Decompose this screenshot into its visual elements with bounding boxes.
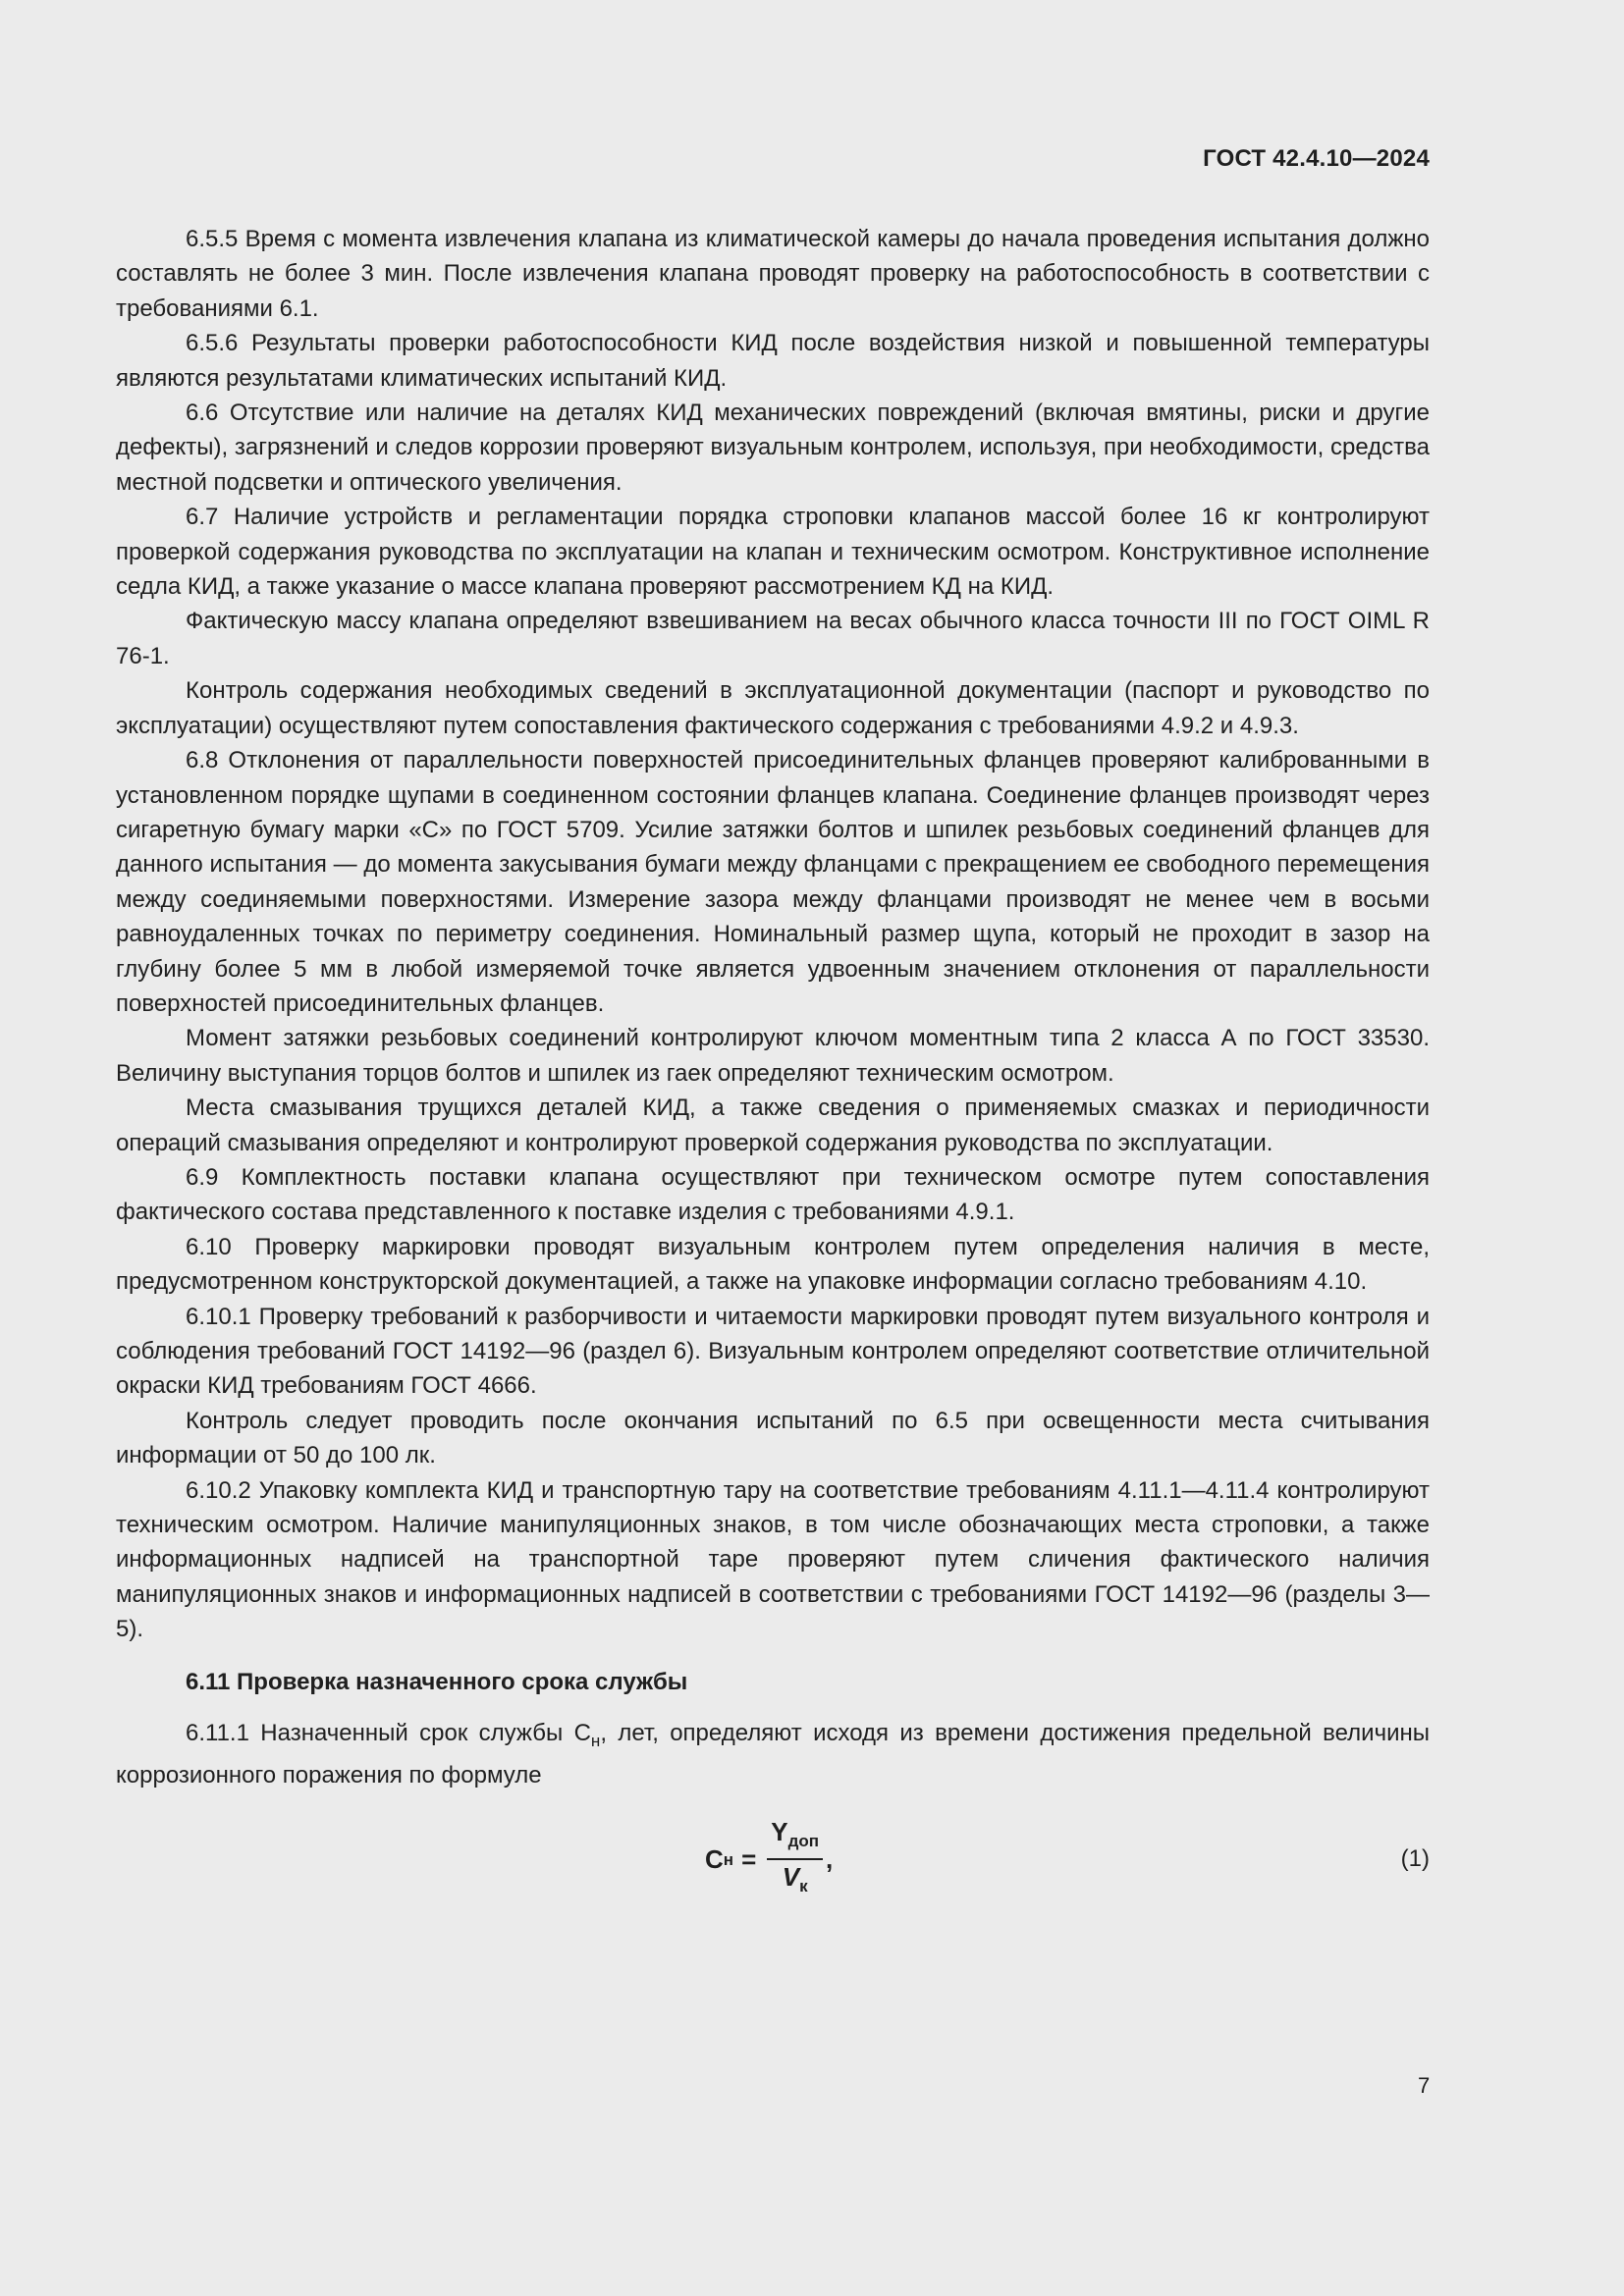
paragraph-6-10-1: 6.10.1 Проверку требований к разборчивости и читаемости маркировки проводят путем визуального контроля и соблюдения требований ГОСТ 14192—96 (раздел 6). Визуальным контролем определяют соответствие отличительной окраски КИД требованиям ГОСТ 4666. bbox=[116, 1303, 1430, 1400]
paragraph-lighting-check: Контроль следует проводить после окончания испытаний по 6.5 при освещенности места считывания информации от 50 до 100 лк. bbox=[116, 1407, 1430, 1469]
paragraph-6-5-5: 6.5.5 Время с момента извлечения клапана из климатической камеры до начала проведения испытания должно составлять не более 3 мин. После извлечения клапана проводят проверку на работоспособность в соответствии с требованиями 6.1. bbox=[116, 226, 1430, 322]
formula-numerator-subscript: доп bbox=[787, 1832, 820, 1851]
formula-denominator-symbol: V bbox=[782, 1862, 800, 1893]
document-code-header: ГОСТ 42.4.10—2024 bbox=[1203, 145, 1430, 172]
formula-lhs: С bbox=[705, 1843, 724, 1874]
formula-fraction bbox=[767, 1817, 823, 1901]
formula-numerator bbox=[767, 1817, 823, 1860]
paragraph-6-7: 6.7 Наличие устройств и регламентации порядка строповки клапанов массой более 16 кг контролируют проверкой содержания руководства по эксплуатации на клапан и техническим осмотром. Конструктивное исполнение седла КИД, а также указание о массе клапана проверяют рассмотрением КД на КИД. bbox=[116, 504, 1430, 601]
paragraph-documentation-check: Контроль содержания необходимых сведений в эксплуатационной документации (паспорт и руководство по эксплуатации) осуществляют путем сопоставления фактического содержания с требованиями 4.9.2 и 4.9.3. bbox=[116, 677, 1430, 739]
paragraph-6-11-1-end: , лет, определяют исходя из времени достижения предельной величины коррозионного поражения по формуле bbox=[116, 1719, 1430, 1789]
formula-lhs-subscript: н bbox=[723, 1849, 734, 1869]
formula-trailing-comma: , bbox=[826, 1843, 834, 1874]
formula-denominator bbox=[783, 1860, 808, 1901]
paragraph-6-8: 6.8 Отклонения от параллельности поверхностей присоединительных фланцев проверяют калиброванными в установленном порядке щупами в соединенном состоянии фланцев клапана. Соединение фланцев производят через сигаретную бумагу марки «С» по ГОСТ 5709. Усилие затяжки болтов и шпилек резьбовых соединений фланцев для данного испытания — до момента закусывания бумаги между фланцами с прекращением ее свободного перемещения между соединяемыми поверхностями. Измерение зазора между фланцами производят не менее чем в восьми равноудаленных точках по периметру соединения. Номинальный размер щупа, который не проходит в зазор на глубину более 5 мм в любой измеряемой точке является удвоенным значением отклонения от параллельности поверхностей присоединительных фланцев. bbox=[116, 747, 1430, 1017]
document-body bbox=[116, 222, 1430, 1906]
paragraph-mass-check: Фактическую массу клапана определяют взвешиванием на весах обычного класса точности III по ГОСТ OIML R 76-1. bbox=[116, 608, 1430, 669]
section-heading-6-11: 6.11 Проверка назначенного срока службы bbox=[186, 1668, 688, 1695]
service-life-subscript: н bbox=[590, 1731, 601, 1750]
equation-number: (1) bbox=[1400, 1845, 1430, 1873]
formula-numerator-symbol: Y bbox=[771, 1817, 788, 1847]
paragraph-6-11-1 bbox=[116, 1716, 1430, 1793]
paragraph-6-6: 6.6 Отсутствие или наличие на деталях КИД механических повреждений (включая вмятины, риски и другие дефекты), загрязнений и следов коррозии проверяют визуальным контролем, используя, при необходимости, средства местной подсветки и оптического увеличения. bbox=[116, 400, 1430, 496]
formula-equals: = bbox=[741, 1843, 757, 1874]
paragraph-torque-check: Момент затяжки резьбовых соединений контролируют ключом моментным типа 2 класса А по ГОСТ 33530. Величину выступания торцов болтов и шпилек из гаек определяют техническим осмотром. bbox=[116, 1025, 1430, 1087]
page-number: 7 bbox=[1418, 2073, 1431, 2098]
paragraph-6-5-6: 6.5.6 Результаты проверки работоспособности КИД после воздействия низкой и повышенной температуры являются результатами климатических испытаний КИД. bbox=[116, 330, 1430, 392]
paragraph-6-9: 6.9 Комплектность поставки клапана осуществляют при техническом осмотре путем сопоставления фактического состава представленного к поставке изделия с требованиями 4.9.1. bbox=[116, 1163, 1430, 1226]
formula-1 bbox=[705, 1812, 833, 1906]
formula-denominator-subscript: к bbox=[799, 1877, 808, 1896]
paragraph-6-11-1-start: 6.11.1 Назначенный срок службы С bbox=[186, 1719, 591, 1746]
paragraph-6-10: 6.10 Проверку маркировки проводят визуальным контролем путем определения наличия в месте, предусмотренном конструкторской документацией, а также на упаковке информации согласно требованиям 4.10. bbox=[116, 1233, 1430, 1296]
formula-row bbox=[116, 1812, 1430, 1906]
paragraph-lubrication-check: Места смазывания трущихся деталей КИД, а также сведения о применяемых смазках и периодичности операций смазывания определяют и контролируют проверкой содержания руководства по эксплуатации. bbox=[116, 1095, 1430, 1156]
paragraph-6-10-2: 6.10.2 Упаковку комплекта КИД и транспортную тару на соответствие требованиям 4.11.1—4.11.4 контролируют техническим осмотром. Наличие манипуляционных знаков, в том числе обозначающих места строповки, а также информационных надписей на транспортной таре проверяют путем сличения фактического наличия манипуляционных знаков и информационных надписей в соответствии с требованиями ГОСТ 14192—96 (разделы 3—5). bbox=[116, 1476, 1430, 1643]
